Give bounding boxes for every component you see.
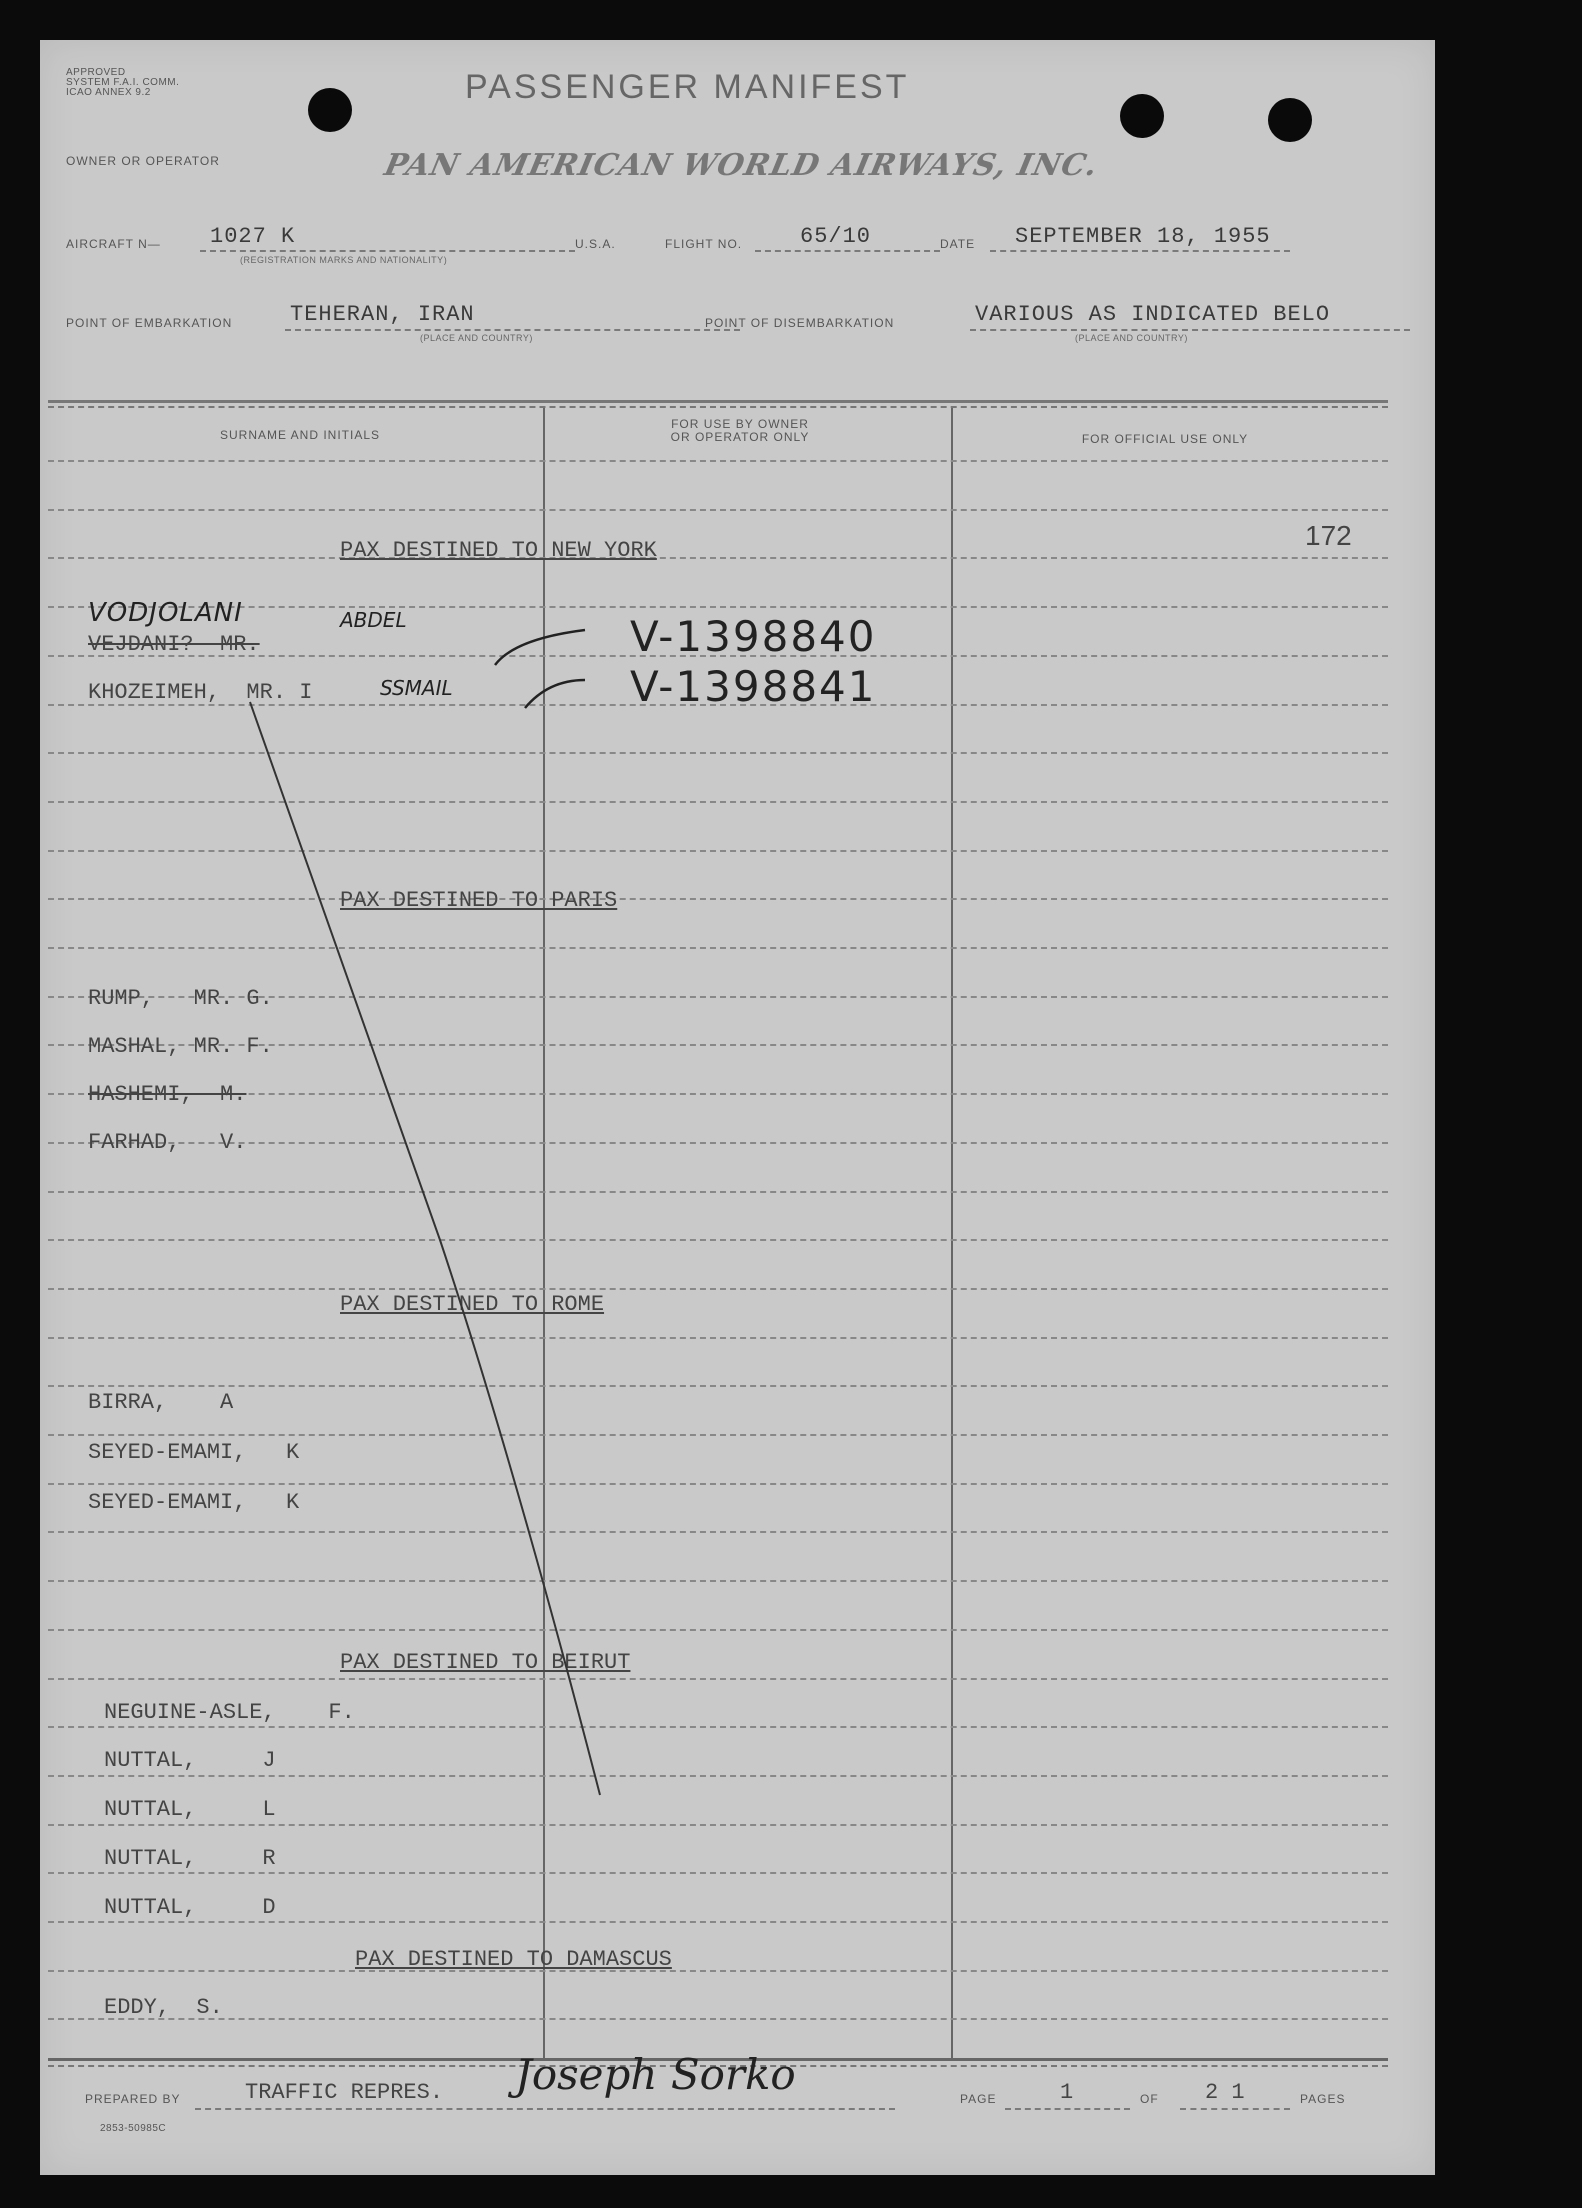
handwritten-first-name: ABDEL xyxy=(340,608,407,632)
aircraft-label: AIRCRAFT N— xyxy=(66,237,161,251)
section-paris: PAX DESTINED TO PARIS xyxy=(340,888,618,913)
section-rome: PAX DESTINED TO ROME xyxy=(340,1292,605,1317)
passenger-row-beirut-2: NUTTAL, J xyxy=(104,1748,276,1773)
passenger-row-paris-4: FARHAD, V. xyxy=(88,1130,247,1155)
flight-label: FLIGHT NO. xyxy=(665,237,743,251)
place-note-embark: (PLACE AND COUNTRY) xyxy=(420,333,533,343)
place-note-disembark: (PLACE AND COUNTRY) xyxy=(1075,333,1188,343)
column-header-official: FOR OFFICIAL USE ONLY xyxy=(1081,432,1249,446)
form-number: 2853-50985C xyxy=(100,2123,167,2134)
column-header-names: SURNAME AND INITIALS xyxy=(219,428,381,442)
approval-stamp: APPROVED SYSTEM F.A.I. COMM. ICAO ANNEX 9.2 xyxy=(66,67,180,98)
aircraft-value: 1027 K xyxy=(210,224,296,249)
date-value: SEPTEMBER 18, 1955 xyxy=(1015,224,1271,249)
passenger-row-beirut-5: NUTTAL, D xyxy=(104,1895,276,1920)
embarkation-value: TEHERAN, IRAN xyxy=(290,302,475,327)
handwritten-surname: VODJOLANI xyxy=(88,598,243,628)
passenger-row-ny-2: KHOZEIMEH, MR. I xyxy=(88,680,313,705)
passenger-row-rome-1: BIRRA, A xyxy=(88,1390,234,1415)
section-beirut: PAX DESTINED TO BEIRUT xyxy=(340,1650,631,1675)
embarkation-label: POINT OF EMBARKATION xyxy=(66,316,233,330)
page-total: 2 1 xyxy=(1205,2080,1245,2105)
check-mark-1 xyxy=(495,630,585,665)
check-mark-2 xyxy=(525,680,585,708)
passenger-row-paris-1: RUMP, MR. G. xyxy=(88,986,273,1011)
passenger-row-rome-2: SEYED-EMAMI, K xyxy=(88,1440,300,1465)
owner-label: OWNER OR OPERATOR xyxy=(66,154,220,168)
passenger-row-ny-1: VEJDANI? MR. xyxy=(88,632,260,657)
passenger-row-damascus-1: EDDY, S. xyxy=(104,1995,223,2020)
date-label: DATE xyxy=(940,237,976,251)
prepared-by-value: TRAFFIC REPRES. xyxy=(245,2080,444,2105)
visa-number-2: V-1398841 xyxy=(630,662,877,711)
passenger-row-beirut-3: NUTTAL, L xyxy=(104,1797,276,1822)
passenger-row-paris-2: MASHAL, MR. F. xyxy=(88,1034,273,1059)
section-damascus: PAX DESTINED TO DAMASCUS xyxy=(355,1947,672,1972)
flight-value: 65/10 xyxy=(800,224,872,249)
handwritten-ismail: SSMAIL xyxy=(380,676,453,700)
disembarkation-value: VARIOUS AS INDICATED BELO xyxy=(975,302,1331,327)
of-label: OF xyxy=(1140,2092,1159,2106)
page-number: 1 xyxy=(1060,2080,1074,2105)
diagonal-stroke xyxy=(250,702,600,1795)
registration-note: (REGISTRATION MARKS AND NATIONALITY) xyxy=(240,255,448,265)
official-number: 172 xyxy=(1305,520,1352,551)
prepared-by-label: PREPARED BY xyxy=(85,2092,181,2106)
pages-label: PAGES xyxy=(1300,2092,1346,2106)
signature: Joseph Sorko xyxy=(515,2050,796,2099)
passenger-row-paris-3: HASHEMI, M. xyxy=(88,1082,247,1107)
passenger-row-rome-3: SEYED-EMAMI, K xyxy=(88,1490,300,1515)
disembarkation-label: POINT OF DISEMBARKATION xyxy=(705,316,895,330)
manifest-sheet xyxy=(40,40,1435,2175)
visa-number-1: V-1398840 xyxy=(630,612,877,661)
handwritten-marks xyxy=(40,40,1435,2175)
operator-name: PAN AMERICAN WORLD AIRWAYS, INC. xyxy=(381,148,1102,183)
usa-label: U.S.A. xyxy=(575,237,616,251)
page-title: PASSENGER MANIFEST xyxy=(465,68,910,106)
passenger-row-beirut-4: NUTTAL, R xyxy=(104,1846,276,1871)
passenger-row-beirut-1: NEGUINE-ASLE, F. xyxy=(104,1700,355,1725)
column-header-owner-use: FOR USE BY OWNER OR OPERATOR ONLY xyxy=(670,417,810,444)
page-label: PAGE xyxy=(960,2092,997,2106)
section-new-york: PAX DESTINED TO NEW YORK xyxy=(340,538,657,563)
